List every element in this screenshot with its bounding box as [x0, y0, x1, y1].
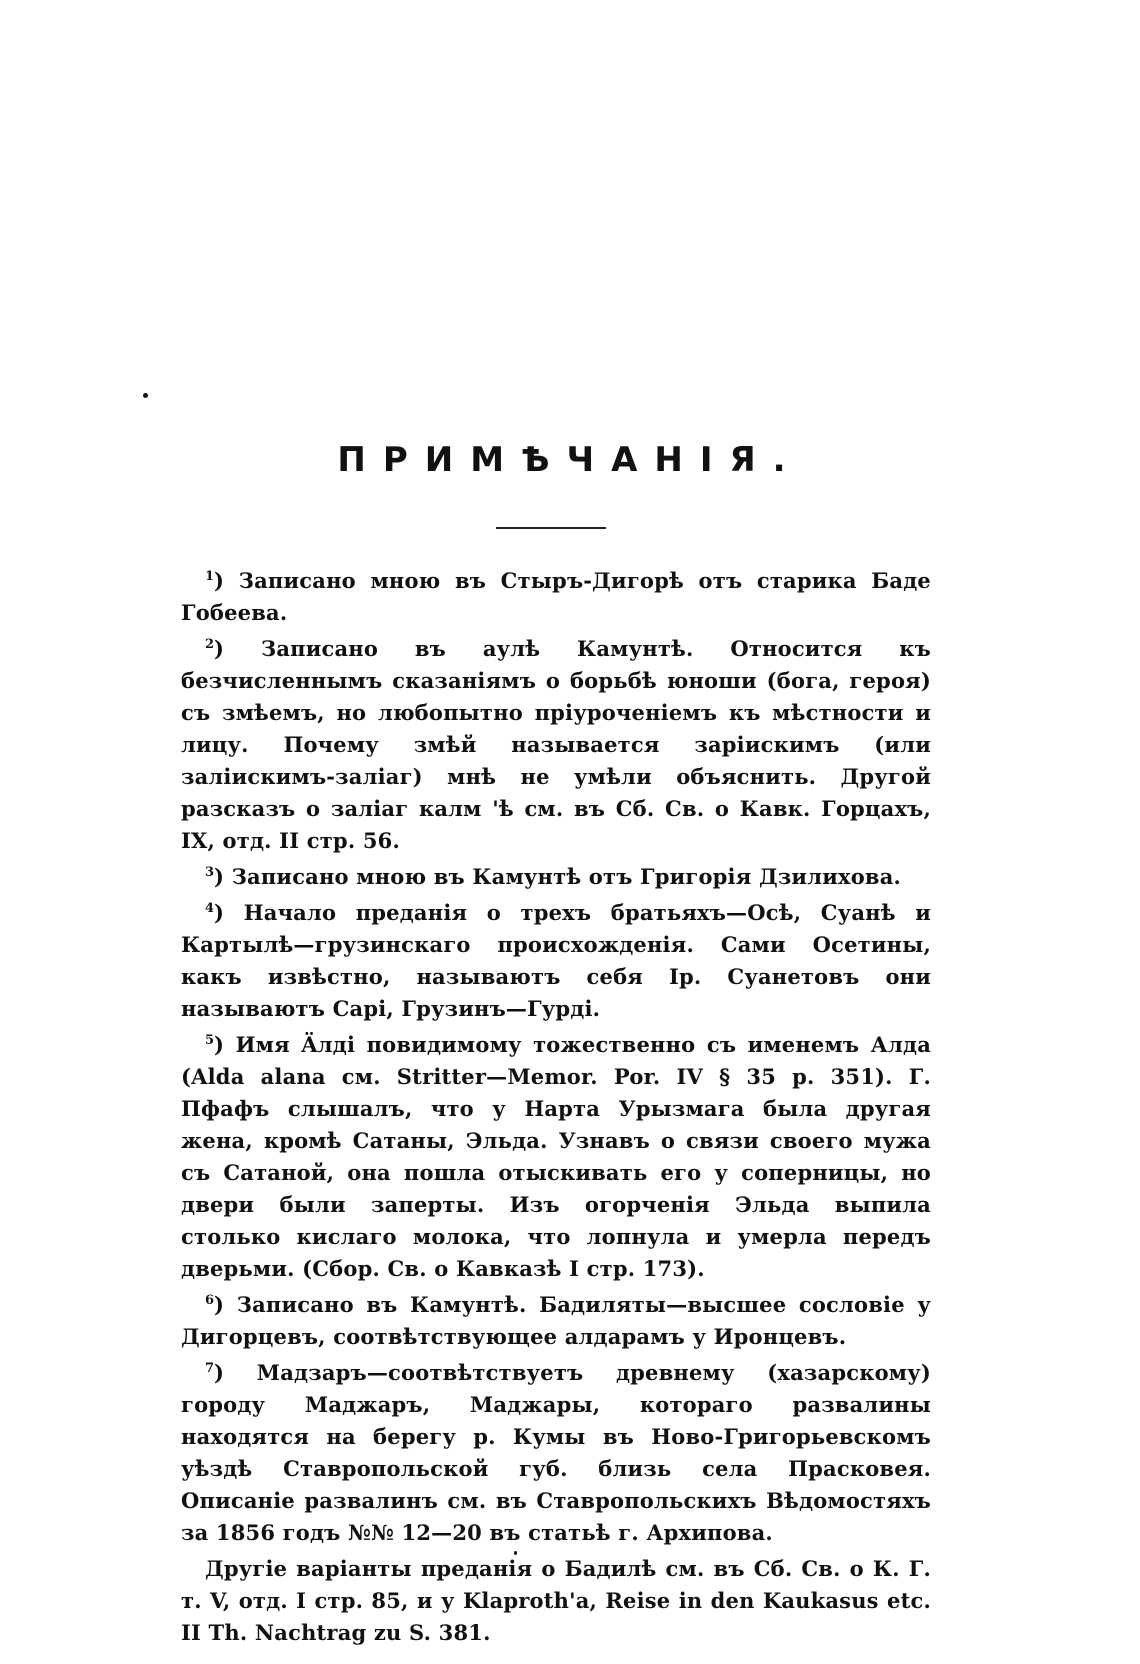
- title-divider: [496, 527, 606, 529]
- notes-list: [181, 565, 931, 1653]
- note-5: [181, 1029, 931, 1285]
- note-marker: 7: [205, 1361, 215, 1376]
- note-3: [181, 861, 931, 893]
- note-marker: 1: [205, 569, 215, 584]
- note-text: ) Записано въ Камунтѣ. Бадиляты—высшее сословіе у Дигорцевъ, соотвѣтствующее алдарамъ у Иронцевъ.: [181, 1292, 931, 1349]
- note-text: ) Начало преданія о трехъ братьяхъ—Осѣ, Суанѣ и Картылѣ—грузинскаго происхожденія. Сами Осетины, какъ извѣстно, называютъ себя Ір. Суанетовъ они называютъ Сарі, Грузинъ—Гурдi.: [181, 900, 931, 1021]
- note-marker: 6: [205, 1293, 215, 1308]
- note-2: [181, 633, 931, 857]
- note-text: Другіе варіанты преданія о Бадилѣ см. въ Сб. Св. о К. Г. т. V, отд. I стр. 85, и у Klaproth'a, Reise in den Kaukasus etc. II Th. Nachtrag zu S. 381.: [181, 1556, 931, 1645]
- note-text: ) Записано въ аулѣ Камунтѣ. Относится къ безчисленнымъ сказаніямъ о борьбѣ юноши (бога, героя) съ змѣемъ, но любопытно пріуроченіемъ къ мѣстности и лицу. Почему змѣй называется заріискимъ (или заліискимъ-заліаг) мнѣ не умѣли объяснить. Другой разсказъ о заліаг калм 'ѣ см. въ Сб. Св. о Кавк. Горцахъ, IX, отд. II стр. 56.: [181, 636, 931, 853]
- note-1: [181, 565, 931, 629]
- note-4: [181, 897, 931, 1025]
- note-7: [181, 1357, 931, 1549]
- margin-speck-left: [143, 393, 148, 398]
- note-marker: 3: [205, 865, 215, 880]
- note-marker: 4: [205, 901, 215, 916]
- page-title: ПРИМѢЧАНІЯ.: [337, 440, 803, 480]
- note-variants: [181, 1553, 931, 1649]
- note-marker: 5: [205, 1033, 215, 1048]
- note-text: ) Записано мною въ Камунтѣ отъ Григорія Дзилихова.: [214, 864, 902, 889]
- note-text: ) Записано мною въ Стыръ-Дигорѣ отъ старика Баде Гобеева.: [181, 568, 931, 625]
- note-6: [181, 1289, 931, 1353]
- note-text: ) Мадзаръ—соотвѣтствуетъ древнему (хазарскому) городу Маджаръ, Маджары, котораго развалины находятся на берегу р. Кумы въ Ново-Григорьевскомъ уѣздѣ Ставропольской губ. близь села Прасковея. Описаніе развалинъ см. въ Ставропольскихъ Вѣдомостяхъ за 1856 годъ №№ 12—20 въ статьѣ г. Архипова.: [181, 1360, 931, 1545]
- note-text: ) Имя Äлдi повидимому тожественно съ именемъ Алда (Alda alana см. Stritter—Memor. Por. IV § 35 p. 351). Г. Пфафъ слышалъ, что у Нарта Урызмага была другая жена, кромѣ Сатаны, Эльда. Узнавъ о связи своего мужа съ Сатаной, она пошла отыскивать его у соперницы, но двери были заперты. Изъ огорченія Эльда выпила столько кислаго молока, что лопнула и умерла передъ дверьми. (Сбор. Св. о Кавказѣ I стр. 173).: [181, 1032, 931, 1281]
- note-marker: 2: [205, 637, 215, 652]
